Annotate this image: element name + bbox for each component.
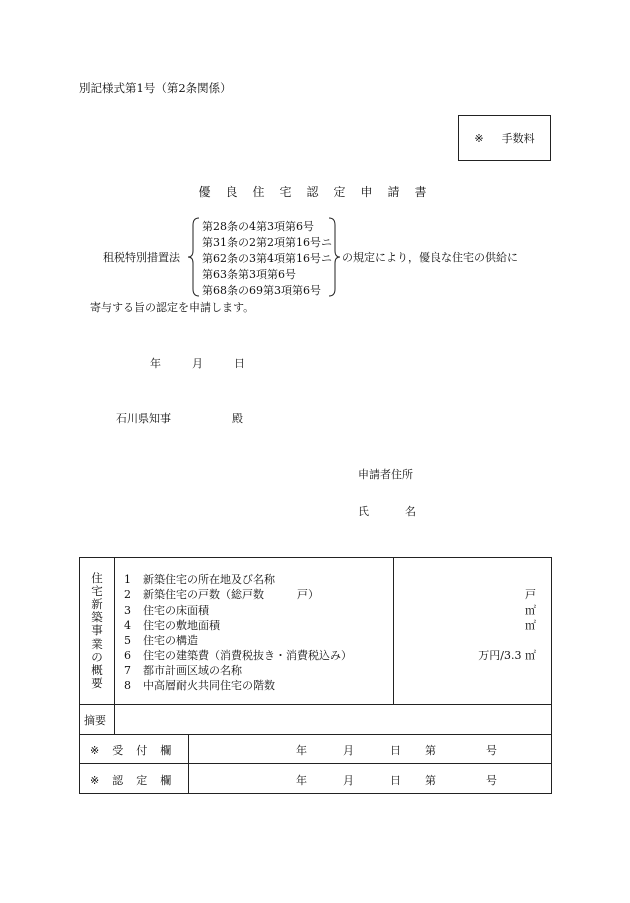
applicant-name-char-1: 氏 bbox=[358, 505, 369, 518]
article-3: 第62条の3第4項第16号ニ bbox=[202, 252, 332, 265]
page-title: 優良住宅認定申請書 bbox=[198, 185, 442, 199]
applicant-name-label bbox=[358, 503, 416, 519]
date-day: 日 bbox=[234, 357, 245, 370]
date-year: 年 bbox=[150, 357, 161, 370]
vertical-char: 事 bbox=[91, 623, 103, 638]
fee-mark: ※ bbox=[474, 131, 484, 145]
unit-floor-area: ㎡ bbox=[525, 604, 536, 617]
unit-households: 戸 bbox=[525, 588, 536, 601]
vertical-char: 業 bbox=[91, 636, 103, 651]
honorific: 殿 bbox=[232, 412, 243, 425]
vertical-char: 住 bbox=[91, 570, 103, 585]
applicant-name-char-2: 名 bbox=[405, 505, 416, 518]
approval-date-number: 年 月 日 第 号 bbox=[296, 774, 497, 787]
article-2: 第31条の2第2項第16号ニ bbox=[202, 236, 332, 249]
divider bbox=[79, 704, 552, 705]
applicant-address-label: 申請者住所 bbox=[358, 468, 413, 481]
fee-label: 手数料 bbox=[501, 132, 535, 145]
vertical-char: 宅 bbox=[91, 583, 103, 598]
vertical-char: 概 bbox=[91, 663, 103, 677]
summary-item-5: 5 住宅の構造 bbox=[124, 634, 198, 647]
divider bbox=[188, 734, 189, 794]
statement-continuation: 寄与する旨の認定を申請します。 bbox=[90, 301, 255, 314]
law-prefix: 租税特別措置法 bbox=[103, 251, 180, 264]
divider bbox=[114, 557, 115, 734]
summary-item-7: 7 都市計画区域の名称 bbox=[124, 664, 242, 677]
approval-label: ※ 認 定 欄 bbox=[90, 774, 172, 787]
addressee: 石川県知事 bbox=[116, 412, 171, 425]
summary-item-1: 1 新築住宅の所在地及び名称 bbox=[124, 573, 275, 586]
summary-vertical-label bbox=[80, 558, 114, 704]
summary-item-8: 8 中高層耐火共同住宅の階数 bbox=[124, 679, 275, 692]
unit-construction-cost: 万円/3.3 ㎡ bbox=[478, 649, 536, 662]
remarks-field[interactable] bbox=[116, 706, 550, 732]
article-1: 第28条の4第3項第6号 bbox=[202, 220, 314, 233]
date-month: 月 bbox=[192, 357, 203, 370]
summary-item-4: 4 住宅の敷地面積 bbox=[124, 619, 220, 632]
vertical-char: 要 bbox=[91, 676, 103, 691]
summary-item-2: 2 新築住宅の戸数（総戸数 戸） bbox=[124, 588, 319, 601]
divider bbox=[79, 734, 552, 735]
application-date bbox=[150, 355, 245, 371]
vertical-char: の bbox=[91, 649, 103, 664]
vertical-char: 新 bbox=[91, 596, 103, 611]
divider bbox=[393, 557, 394, 704]
divider bbox=[79, 763, 552, 764]
left-brace-icon bbox=[187, 217, 201, 297]
right-brace-icon bbox=[327, 217, 341, 297]
vertical-char: 築 bbox=[91, 610, 103, 625]
fee-box bbox=[458, 115, 551, 161]
summary-item-3: 3 住宅の床面積 bbox=[124, 604, 209, 617]
remarks-label: 摘要 bbox=[84, 714, 106, 727]
summary-item-6: 6 住宅の建築費（消費税抜き・消費税込み） bbox=[124, 649, 352, 662]
form-reference: 別記様式第1号（第2条関係） bbox=[79, 81, 232, 95]
reception-date-number: 年 月 日 第 号 bbox=[296, 744, 497, 757]
article-4: 第63条第3項第6号 bbox=[202, 268, 296, 281]
unit-site-area: ㎡ bbox=[525, 619, 536, 632]
reception-label: ※ 受 付 欄 bbox=[90, 744, 172, 757]
statement-tail: の規定により，優良な住宅の供給に bbox=[342, 251, 518, 264]
article-5: 第68条の69第3項第6号 bbox=[202, 284, 321, 297]
